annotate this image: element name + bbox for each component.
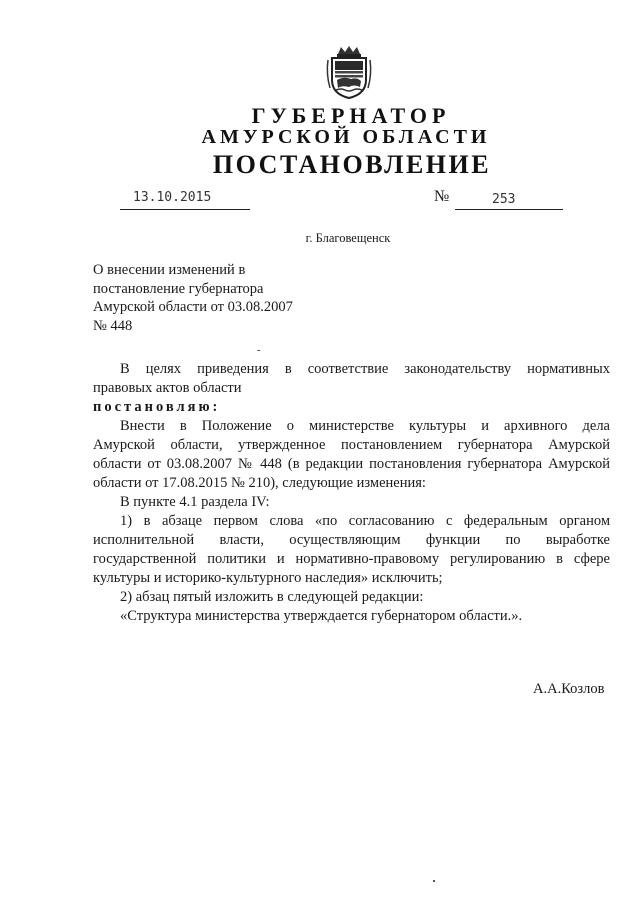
subject-line: О внесении изменений в <box>93 262 246 278</box>
signatory-name: А.А.Козлов <box>533 681 605 697</box>
subject-line: постановление губернатора <box>93 280 264 297</box>
preamble-line: правовых актов области <box>93 380 242 396</box>
list-item-line: культуры и историко-культурного наследия» исключить; <box>93 570 443 586</box>
stray-mark: - <box>257 345 261 356</box>
paragraph-line: Амурской области, утвержденное постановлением губернатора Амурской <box>93 437 610 453</box>
subject-line: № 448 <box>93 317 133 334</box>
paragraph-line: области от 17.08.2015 № 210), следующие изменения: <box>93 475 426 491</box>
list-item-line: государственной политики и нормативно-правовому регулированию в сфере <box>93 551 610 567</box>
paragraph-line: В пункте 4.1 раздела IV: <box>120 494 270 510</box>
document-body <box>93 360 610 626</box>
number-sign: № <box>434 188 450 205</box>
subject-line: Амурской области от 03.08.2007 <box>93 299 293 315</box>
number-underline <box>455 209 563 210</box>
paragraph-line: Внести в Положение о министерстве культуры и архивного дела <box>120 418 610 434</box>
list-item-line: исполнительной власти, осуществляющим функции по выработке <box>93 532 610 548</box>
document-number: 253 <box>492 192 516 207</box>
document-subject <box>93 261 333 335</box>
preamble-line: В целях приведения в соответствие законодательству нормативных <box>120 361 610 377</box>
scan-speck <box>433 880 435 882</box>
date-underline <box>120 209 250 210</box>
document-type-title: ПОСТАНОВЛЕНИЕ <box>212 150 492 179</box>
document-date: 13.10.2015 <box>133 190 212 205</box>
paragraph-line: области от 03.08.2007 № 448 (в редакции постановления губернатора Амурской <box>93 456 610 472</box>
list-item-line: 1) в абзаце первом слова «по согласованию с федеральным органом <box>120 513 610 529</box>
quoted-text: «Структура министерства утверждается губернатором области.». <box>120 608 523 624</box>
city-name: г. Благовещенск <box>305 231 391 245</box>
coat-of-arms-icon <box>324 44 374 100</box>
authority-region: АМУРСКОЙ ОБЛАСТИ <box>201 126 491 148</box>
list-item-line: 2) абзац пятый изложить в следующей редакции: <box>120 589 424 605</box>
authority-title: ГУБЕРНАТОР <box>251 103 451 128</box>
resolve-word: постановляю: <box>93 399 221 415</box>
